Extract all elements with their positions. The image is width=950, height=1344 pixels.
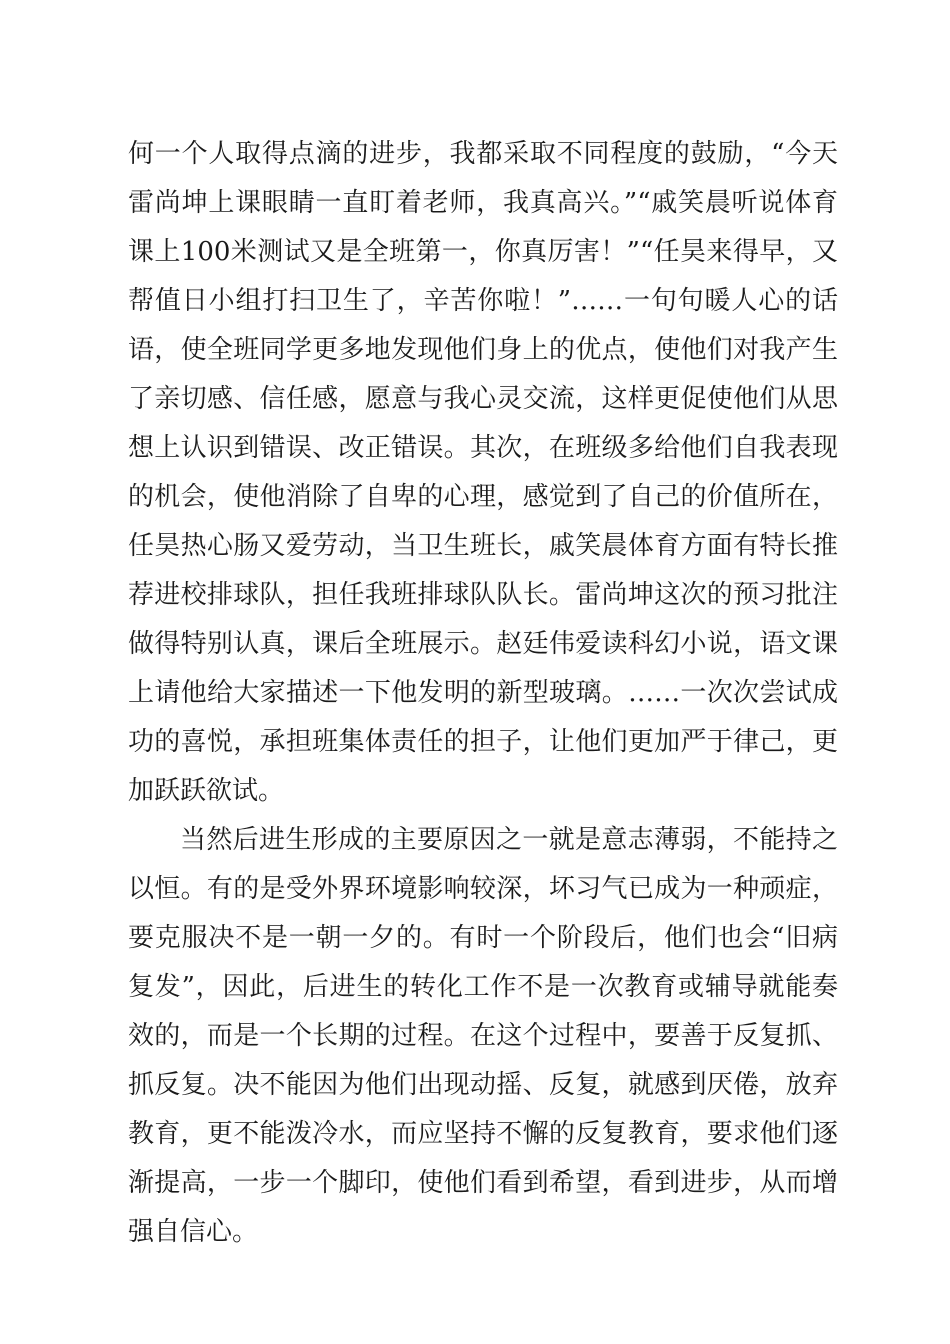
paragraph-2: 当然后进生形成的主要原因之一就是意志薄弱，不能持之以恒。有的是受外界环境影响较深，坏习气已成为一种顽症，要克服决不是一朝一夕的。有时一个阶段后，他们也会“旧病复发”，因此，后进生的转化工作不是一次教育或辅导就能奏效的，而是一个长期的过程。在这个过程中，要善于反复抓、抓反复。决不能因为他们出现动摇、反复，就感到厌倦，放弃教育，更不能泼冷水，而应坚持不懈的反复教育，要求他们逐渐提高，一步一个脚印，使他们看到希望，看到进步，从而增强自信心。	[128, 825, 838, 1247]
document-body	[128, 130, 838, 1257]
paragraph-1: 何一个人取得点滴的进步，我都采取不同程度的鼓励，“今天雷尚坤上课眼睛一直盯着老师，我真高兴。”“戚笑晨听说体育课上100米测试又是全班第一，你真厉害！”“任昊来得早，又帮值日小组打扫卫生了，辛苦你啦！”……一句句暖人心的话语，使全班同学更多地发现他们身上的优点，使他们对我产生了亲切感、信任感，愿意与我心灵交流，这样更促使他们从思想上认识到错误、改正错误。其次，在班级多给他们自我表现的机会，使他消除了自卑的心理，感觉到了自己的价值所在，任昊热心肠又爱劳动，当卫生班长，戚笑晨体育方面有特长推荐进校排球队，担任我班排球队队长。雷尚坤这次的预习批注做得特别认真，课后全班展示。赵廷伟爱读科幻小说，语文课上请他给大家描述一下他发明的新型玻璃。……一次次尝试成功的喜悦，承担班集体责任的担子，让他们更加严于律己，更加跃跃欲试。	[128, 139, 838, 806]
